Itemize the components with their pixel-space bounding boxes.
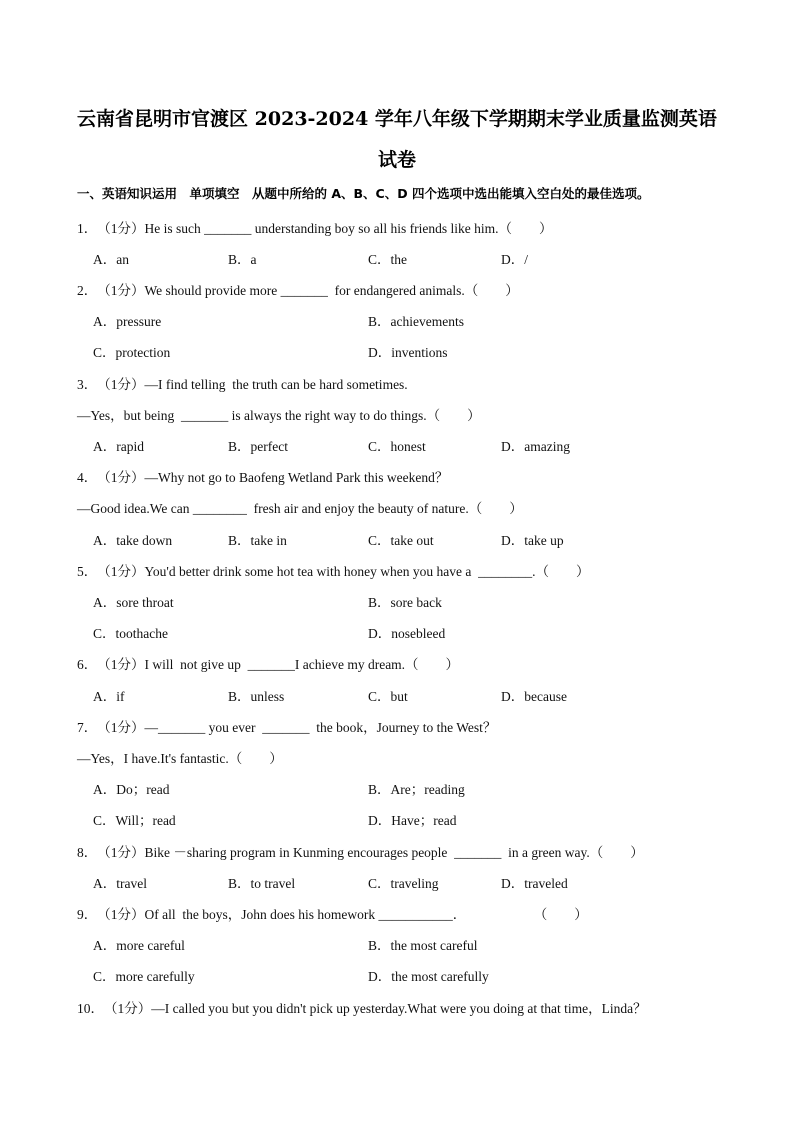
question-4-option-a: A．take down: [93, 533, 173, 548]
question-6-line-1: [77, 653, 459, 673]
question-4-option-c: C．take out: [368, 533, 434, 548]
question-text: We should provide more _______ for endangered animals.（ ）: [144, 283, 519, 298]
question-score: （1分）: [97, 470, 145, 485]
question-2-option-b: B．achievements: [368, 314, 464, 329]
question-2-line-1: [77, 279, 519, 299]
question-score: （1分）: [97, 564, 145, 579]
question-text: —Yes，I have.It's fantastic.（ ）: [77, 751, 283, 766]
question-score: （1分）: [97, 845, 145, 860]
question-5-option-b: B．sore back: [368, 595, 442, 610]
question-9-option-d: D．the most carefully: [368, 969, 489, 984]
section-heading: 一、英语知识运用 单项填空 从题中所给的 A、B、C、D 四个选项中选出能填入空白处的最佳选项。: [77, 186, 650, 201]
question-5-line-1: [77, 560, 590, 580]
question-text: —I find telling the truth can be hard sometimes.: [144, 377, 408, 392]
question-text: —_______ you ever _______ the book，Journey to the West？: [144, 720, 497, 735]
question-score: （1分）: [97, 907, 145, 922]
question-7-option-c: C．Will；read: [93, 813, 176, 828]
question-score: （1分）: [97, 283, 145, 298]
question-3-line-1: [77, 373, 408, 393]
question-7-option-b: B．Are；reading: [368, 782, 465, 797]
question-1-option-a: A．an: [93, 252, 129, 267]
page-title-line-1: 云南省昆明市官渡区 2023-2024 学年八年级下学期期末学业质量监测英语: [77, 108, 717, 130]
question-9-option-b: B．the most careful: [368, 938, 478, 953]
question-6-option-b: B．unless: [228, 689, 285, 704]
page-title-line-2: 试卷: [377, 149, 416, 171]
question-score: （1分）: [97, 720, 145, 735]
question-text: —Why not go to Baofeng Wetland Park this weekend？: [144, 470, 449, 485]
question-4-option-d: D．take up: [501, 533, 564, 548]
question-5-option-d: D．nosebleed: [368, 626, 446, 641]
question-1-line-1: [77, 217, 552, 237]
question-number: 9．: [77, 907, 98, 922]
question-9-option-a: A．more careful: [93, 938, 185, 953]
question-8-option-d: D．traveled: [501, 876, 568, 891]
question-number: 5．: [77, 564, 98, 579]
question-text: Of all the boys，John does his homework ___________． （ ）: [144, 907, 588, 922]
question-8-option-c: C．traveling: [368, 876, 439, 891]
question-number: 10．: [77, 1001, 104, 1016]
question-number: 6．: [77, 657, 98, 672]
question-3-option-d: D．amazing: [501, 439, 570, 454]
question-text: Bike －sharing program in Kunming encourages people _______ in a green way.（ ）: [144, 845, 644, 860]
question-6-option-c: C．but: [368, 689, 408, 704]
question-4-line-2: [77, 497, 523, 517]
question-6-option-d: D．because: [501, 689, 567, 704]
question-text: He is such _______ understanding boy so all his friends like him.（ ）: [144, 221, 553, 236]
question-score: （1分）: [97, 657, 145, 672]
question-7-option-a: A．Do；read: [93, 782, 170, 797]
question-number: 8．: [77, 845, 98, 860]
question-9-line-1: [77, 903, 588, 923]
question-number: 1．: [77, 221, 98, 236]
question-8-option-b: B．to travel: [228, 876, 296, 891]
question-number: 3．: [77, 377, 98, 392]
question-3-option-b: B．perfect: [228, 439, 288, 454]
question-score: （1分）: [97, 377, 145, 392]
question-3-line-2: [77, 404, 481, 424]
question-score: （1分）: [104, 1001, 152, 1016]
question-10-line-1: [77, 997, 647, 1017]
question-6-option-a: A．if: [93, 689, 125, 704]
question-8-line-1: [77, 841, 644, 861]
question-text: You'd better drink some hot tea with honey when you have a ________.（ ）: [144, 564, 590, 579]
question-score: （1分）: [97, 221, 145, 236]
question-2-option-d: D．inventions: [368, 345, 448, 360]
question-3-option-a: A．rapid: [93, 439, 144, 454]
question-5-option-c: C．toothache: [93, 626, 168, 641]
question-text: —I called you but you didn't pick up yesterday.What were you doing at that time，Linda？: [151, 1001, 647, 1016]
question-1-option-b: B．a: [228, 252, 257, 267]
question-7-line-2: [77, 747, 283, 767]
question-text: —Yes，but being _______ is always the right way to do things.（ ）: [77, 408, 481, 423]
question-number: 7．: [77, 720, 98, 735]
question-7-line-1: [77, 716, 496, 736]
question-4-line-1: [77, 466, 448, 486]
question-9-option-c: C．more carefully: [93, 969, 195, 984]
question-5-option-a: A．sore throat: [93, 595, 174, 610]
question-8-option-a: A．travel: [93, 876, 147, 891]
question-2-option-a: A．pressure: [93, 314, 162, 329]
question-7-option-d: D．Have；read: [368, 813, 457, 828]
question-text: —Good idea.We can ________ fresh air and enjoy the beauty of nature.（ ）: [77, 501, 523, 516]
question-1-option-c: C．the: [368, 252, 407, 267]
question-3-option-c: C．honest: [368, 439, 426, 454]
question-1-option-d: D．/: [501, 252, 528, 267]
question-2-option-c: C．protection: [93, 345, 171, 360]
question-4-option-b: B．take in: [228, 533, 287, 548]
question-number: 2．: [77, 283, 98, 298]
question-number: 4．: [77, 470, 98, 485]
question-text: I will not give up _______I achieve my dream.（ ）: [144, 657, 460, 672]
